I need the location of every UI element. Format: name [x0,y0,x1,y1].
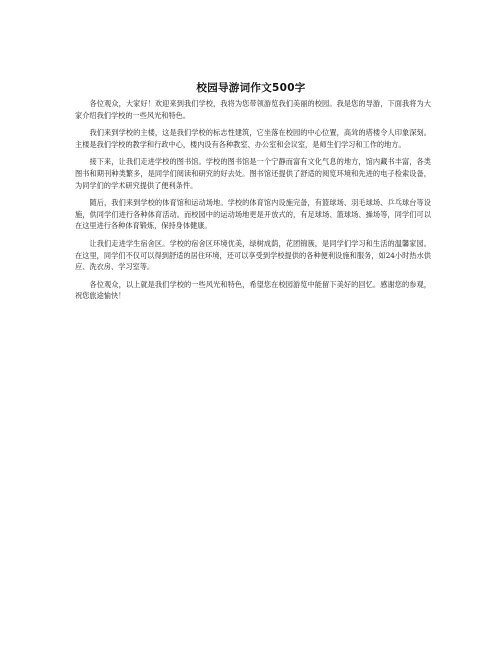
document-body [75,98,431,308]
paragraph-2: 我们来到学校的主楼，这是我们学校的标志性建筑，它坐落在校园的中心位置，高耸的塔楼令人印象深刻。主楼是我们学校的教学和行政中心，楼内设有各种教室、办公室和会议室，是师生们学习和工作的地方。 [75,128,431,149]
document-title: 校园导游词作文500字 [196,82,306,94]
paragraph-5: 让我们走进学生宿舍区。学校的宿舍区环境优美，绿树成荫，花团锦簇，是同学们学习和生活的温馨家园。在这里，同学们不仅可以得到舒适的居住环境，还可以享受到学校提供的各种便利设施和服务，如24小时热水供应、洗衣房、学习室等。 [75,238,431,272]
paragraph-1: 各位观众，大家好！欢迎来到我们学校，我将为您带领游览我们美丽的校园。我是您的导游，下面我将为大家介绍我们学校的一些风光和特色。 [75,99,431,120]
paragraph-3: 接下来，让我们走进学校的图书馆。学校的图书馆是一个宁静而富有文化气息的地方，馆内藏书丰富，各类图书和期刊种类繁多，是同学们阅读和研究的好去处。图书馆还提供了舒适的阅览环境和先进的电子检索设备，为同学们的学术研究提供了便利条件。 [75,157,431,190]
paragraph-4: 随后，我们来到学校的体育馆和运动场地。学校的体育馆内设施完备，有篮球场、羽毛球场、乒乓球台等设施，供同学们进行各种体育活动。而校园中的运动场地更是开放式的，有足球场、篮球场、操场等，同学们可以在这里进行各种体育锻炼，保持身体健康。 [75,198,431,231]
paragraph-6: 各位观众，以上就是我们学校的一些风光和特色，希望您在校园游览中能留下美好的回忆。感谢您的参观，祝您旅途愉快！ [75,279,431,301]
